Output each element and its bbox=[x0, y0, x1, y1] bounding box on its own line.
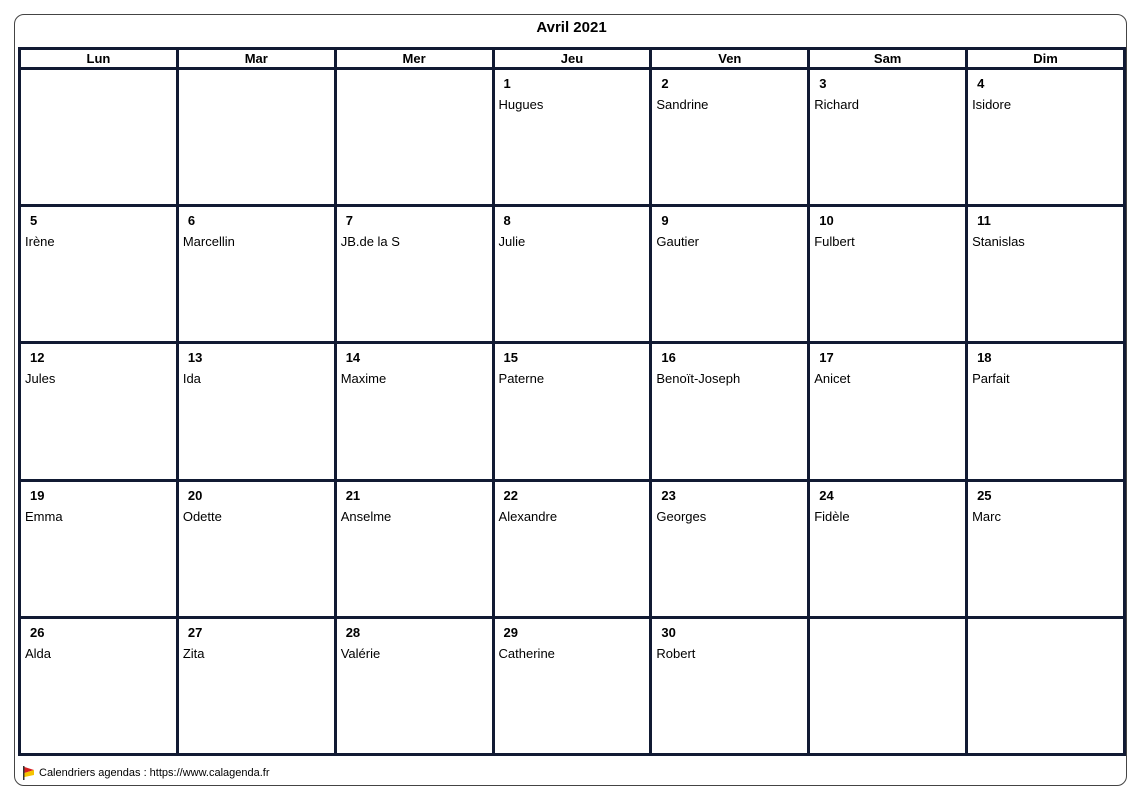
calendar-title: Avril 2021 bbox=[536, 19, 607, 36]
week-row bbox=[20, 206, 1125, 343]
day-number: 21 bbox=[345, 487, 361, 503]
saint-name: Gautier bbox=[656, 234, 700, 250]
saint-name: Sandrine bbox=[656, 97, 709, 112]
saint-name: Alda bbox=[25, 645, 52, 661]
day-number: 12 bbox=[30, 350, 45, 366]
day-cell bbox=[493, 480, 651, 617]
day-number bbox=[341, 76, 492, 92]
saint-name: Alexandre bbox=[498, 508, 558, 524]
weekday-header-mon: Lun bbox=[20, 49, 178, 69]
saint-name: Emma bbox=[25, 508, 63, 524]
day-number bbox=[25, 76, 176, 92]
day-cell-empty bbox=[177, 69, 335, 206]
day-cell bbox=[177, 206, 335, 343]
day-number: 5 bbox=[30, 213, 38, 229]
saint-name: Odette bbox=[182, 508, 222, 524]
week-row bbox=[20, 480, 1125, 617]
day-number: 11 bbox=[977, 213, 991, 229]
day-cell-empty bbox=[809, 617, 967, 754]
day-number: 15 bbox=[503, 350, 518, 366]
week-row bbox=[20, 69, 1125, 206]
day-number: 24 bbox=[819, 487, 834, 503]
day-cell bbox=[20, 206, 178, 343]
day-number: 27 bbox=[187, 624, 203, 640]
week-row bbox=[20, 343, 1125, 480]
day-cell-empty bbox=[967, 617, 1125, 754]
day-cell bbox=[967, 480, 1125, 617]
day-number: 2 bbox=[661, 76, 669, 91]
weekday-header-sun: Dim bbox=[967, 49, 1125, 69]
day-number: 6 bbox=[187, 213, 196, 229]
weekday-header-fri: Ven bbox=[651, 49, 809, 69]
saint-name: Isidore bbox=[972, 97, 1012, 112]
saint-name: Paterne bbox=[498, 371, 545, 387]
saint-name: Marc bbox=[972, 508, 1001, 524]
saint-name: JB.de la S bbox=[340, 234, 400, 250]
day-cell bbox=[967, 343, 1125, 480]
day-number: 7 bbox=[345, 213, 353, 229]
day-cell bbox=[493, 617, 651, 754]
saint-name: Marcellin bbox=[182, 234, 235, 250]
saint-name: Anselme bbox=[340, 508, 392, 524]
day-cell-empty bbox=[20, 69, 178, 206]
day-cell bbox=[967, 69, 1125, 206]
day-cell bbox=[493, 343, 651, 480]
day-number: 17 bbox=[819, 350, 834, 366]
saint-name: Parfait bbox=[972, 371, 1010, 387]
day-cell bbox=[335, 343, 493, 480]
day-cell bbox=[20, 480, 178, 617]
day-number: 3 bbox=[819, 76, 827, 91]
day-cell bbox=[809, 206, 967, 343]
day-cell bbox=[651, 617, 809, 754]
day-cell bbox=[651, 206, 809, 343]
saint-name: Richard bbox=[814, 97, 860, 112]
day-number: 9 bbox=[661, 213, 669, 229]
day-cell bbox=[177, 480, 335, 617]
week-row bbox=[20, 617, 1125, 754]
day-cell bbox=[20, 343, 178, 480]
day-cell-empty bbox=[335, 69, 493, 206]
saint-name: Anicet bbox=[814, 371, 851, 387]
footer-text[interactable]: Calendriers agendas : https://www.calagenda.fr bbox=[39, 767, 270, 779]
day-cell bbox=[177, 617, 335, 754]
day-cell bbox=[809, 69, 967, 206]
saint-name: Robert bbox=[656, 645, 696, 661]
day-number bbox=[183, 76, 334, 92]
calendar-body bbox=[20, 69, 1125, 755]
day-number: 1 bbox=[503, 76, 511, 91]
saint-name: Hugues bbox=[498, 97, 544, 112]
saint-name: Benoït-Joseph bbox=[656, 371, 741, 387]
day-number: 22 bbox=[503, 487, 518, 503]
day-number: 4 bbox=[977, 76, 985, 91]
saint-name: Zita bbox=[182, 645, 205, 661]
day-number: 16 bbox=[661, 350, 676, 366]
day-number: 26 bbox=[30, 624, 45, 640]
saint-name: Jules bbox=[25, 371, 56, 387]
day-cell bbox=[335, 617, 493, 754]
saint-name: Ida bbox=[182, 371, 201, 387]
day-cell bbox=[809, 480, 967, 617]
day-cell bbox=[335, 206, 493, 343]
saint-name: Stanislas bbox=[972, 234, 1025, 250]
day-number: 30 bbox=[661, 624, 676, 640]
weekday-header-row bbox=[20, 49, 1125, 69]
footer bbox=[22, 764, 270, 782]
day-number: 19 bbox=[30, 487, 45, 503]
weekday-header-wed: Mer bbox=[335, 49, 493, 69]
saint-name: Julie bbox=[498, 234, 526, 250]
day-number: 20 bbox=[187, 487, 203, 503]
day-cell bbox=[335, 480, 493, 617]
saint-name: Fulbert bbox=[814, 234, 855, 250]
day-number: 23 bbox=[661, 487, 676, 503]
saint-name: Valérie bbox=[340, 645, 381, 661]
day-cell bbox=[967, 206, 1125, 343]
saint-name: Fidèle bbox=[814, 508, 850, 524]
day-number: 14 bbox=[345, 350, 361, 366]
day-cell bbox=[651, 480, 809, 617]
day-number: 8 bbox=[503, 213, 511, 229]
day-number: 18 bbox=[977, 350, 992, 366]
saint-name: Georges bbox=[656, 508, 707, 524]
day-cell bbox=[651, 343, 809, 480]
day-number: 25 bbox=[977, 487, 992, 503]
day-cell bbox=[493, 69, 651, 206]
day-cell bbox=[493, 206, 651, 343]
day-number bbox=[972, 625, 1123, 641]
weekday-header-thu: Jeu bbox=[493, 49, 651, 69]
day-number: 13 bbox=[187, 350, 203, 366]
day-number: 10 bbox=[819, 213, 834, 229]
day-cell bbox=[651, 69, 809, 206]
day-number: 29 bbox=[503, 624, 518, 640]
day-number: 28 bbox=[345, 624, 361, 640]
day-number bbox=[814, 625, 965, 641]
weekday-header-tue: Mar bbox=[177, 49, 335, 69]
saint-name: Maxime bbox=[340, 371, 387, 387]
saint-name: Irène bbox=[25, 234, 55, 250]
calendar-grid bbox=[18, 47, 1126, 756]
flag-icon bbox=[22, 766, 35, 780]
day-cell bbox=[177, 343, 335, 480]
day-cell bbox=[809, 343, 967, 480]
weekday-header-sat: Sam bbox=[809, 49, 967, 69]
day-cell bbox=[20, 617, 178, 754]
saint-name: Catherine bbox=[498, 645, 555, 661]
